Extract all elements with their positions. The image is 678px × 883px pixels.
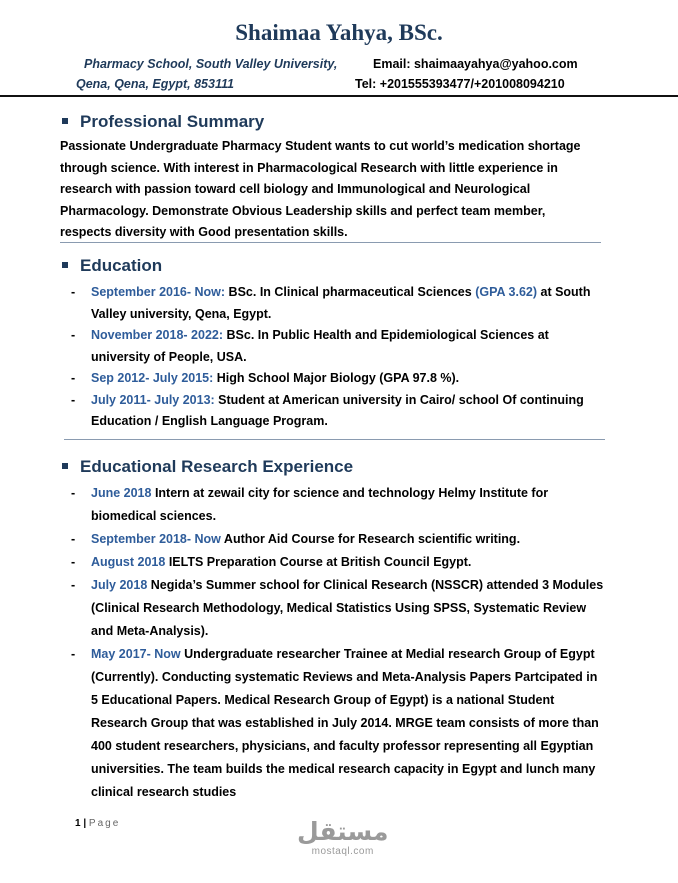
education-text-tail: at South Valley university, Qena, Egypt. — [91, 285, 591, 321]
research-text: Intern at zewail city for science and technology Helmy Institute for biomedical sciences. — [91, 486, 549, 523]
bullet-square-icon — [62, 463, 68, 469]
research-date: July 2018 — [91, 578, 148, 592]
education-text: BSc. In Clinical pharmaceutical Sciences — [225, 285, 476, 299]
education-date: Sep 2012- July 2015: — [91, 371, 214, 385]
education-date: September 2016- Now: — [91, 285, 226, 299]
summary-rule — [60, 242, 601, 243]
education-list — [71, 282, 601, 433]
summary-text: Passionate Undergraduate Pharmacy Student wants to cut world’s medication shortage through science. With interest in Pharmacological Research with little experience in research with passion toward cell biology and Immunological and Neurological Pharmacology. Demonstrate Obvious Leadership skills and perfect team member, respects diversity with Good presentation skills. — [60, 139, 581, 239]
header-divider — [0, 95, 678, 97]
contact-address-block — [76, 54, 338, 94]
page-number: 1 — [75, 818, 81, 829]
dash-bullet: - — [71, 328, 76, 342]
list-item — [71, 482, 606, 528]
email-line: Email: shaimaayahya@yahoo.com — [373, 57, 578, 71]
address-line: Qena, Qena, Egypt, 853111 — [76, 77, 234, 91]
list-item — [71, 368, 601, 390]
page-separator: | — [80, 818, 89, 829]
research-heading — [62, 457, 353, 477]
dash-bullet: - — [71, 532, 76, 546]
bullet-square-icon — [62, 118, 68, 124]
research-text: Undergraduate researcher Trainee at Medial research Group of Egypt (Currently). Conducting systematic Reviews and Meta-Analysis Papers Partcipated in 5 Educational Papers. Medical Research Group of Egypt) is a national Student Research Group that was established in July 2014. MRGE team consists of more than 400 student researchers, physicians, and faculty professor representing all Egyptian universities. The team builds the medical research capacity in Egypt and lunch many clinical research studies — [91, 647, 599, 799]
education-text: BSc. In Public Health and Epidemiological Sciences at university of People, USA. — [91, 328, 549, 364]
education-rule — [64, 439, 605, 440]
dash-bullet: - — [71, 486, 76, 500]
school-line: Pharmacy School, South Valley University, — [84, 57, 338, 71]
dash-bullet: - — [71, 647, 76, 661]
list-item — [71, 325, 601, 368]
education-heading — [62, 256, 162, 276]
watermark-arabic: مستقل — [297, 818, 389, 846]
mostaql-watermark — [297, 818, 388, 857]
dash-bullet: - — [71, 555, 76, 569]
list-item — [71, 574, 606, 643]
page-footer — [75, 818, 120, 829]
contact-info-block — [355, 54, 578, 94]
research-text: Negida’s Summer school for Clinical Research (NSSCR) attended 3 Modules (Clinical Research Methodology, Medical Statistics Using SPSS, Systematic Review and Meta-Analysis). — [91, 578, 604, 638]
research-date: June 2018 — [91, 486, 152, 500]
education-text: High School Major Biology (GPA 97.8 %). — [213, 371, 460, 385]
research-heading-text: Educational Research Experience — [80, 457, 354, 476]
education-text: Student at American university in Cairo/ school Of continuing Education / English Language Program. — [91, 392, 584, 428]
page-word: Page — [88, 818, 121, 829]
list-item — [71, 390, 601, 433]
gpa-highlight: (GPA 3.62) — [475, 285, 538, 299]
dash-bullet: - — [71, 285, 76, 299]
dash-bullet: - — [71, 578, 76, 592]
watermark-url: mostaql.com — [311, 846, 374, 857]
research-date: August 2018 — [91, 555, 166, 569]
education-heading-text: Education — [80, 256, 163, 275]
dash-bullet: - — [71, 392, 76, 407]
education-date: November 2018- 2022: — [91, 328, 224, 342]
list-item — [71, 282, 601, 325]
education-date: July 2011- July 2013: — [91, 392, 215, 407]
bullet-square-icon — [62, 262, 68, 268]
research-text: Author Aid Course for Research scientific writing. — [220, 532, 521, 546]
summary-heading — [62, 112, 264, 132]
list-item — [71, 528, 606, 551]
summary-heading-text: Professional Summary — [80, 112, 265, 131]
research-text: IELTS Preparation Course at British Council Egypt. — [165, 555, 472, 569]
research-date: September 2018- Now — [91, 532, 221, 546]
candidate-name: Shaimaa Yahya, BSc. — [235, 20, 443, 45]
list-item — [71, 551, 606, 574]
research-date: May 2017- Now — [91, 647, 181, 661]
phone-line: Tel: +201555393477/+201008094210 — [355, 77, 565, 91]
research-list — [71, 482, 606, 804]
dash-bullet: - — [71, 371, 76, 385]
list-item — [71, 643, 606, 804]
